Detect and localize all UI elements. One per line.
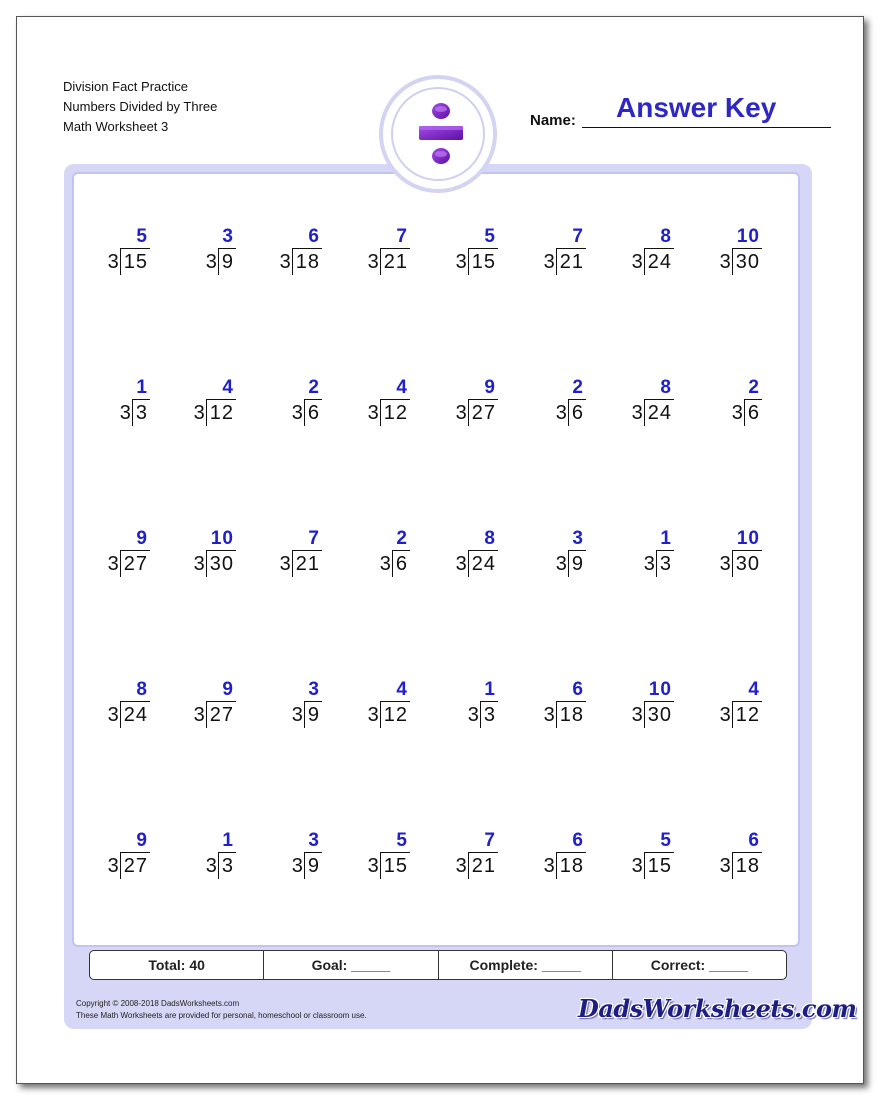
long-division: [206, 852, 236, 879]
division-problem: [692, 226, 762, 286]
long-division: [368, 852, 410, 879]
divisor: 3: [107, 704, 119, 726]
quotient-answer: 7: [484, 830, 496, 851]
long-division: [368, 399, 410, 426]
long-division: [120, 399, 150, 426]
divisor: 3: [119, 402, 131, 424]
long-division: [456, 399, 498, 426]
dividend: 3: [480, 701, 498, 728]
quotient-answer: 9: [136, 528, 148, 549]
dividend: 27: [468, 399, 498, 426]
long-division: [544, 701, 586, 728]
divisor: 3: [193, 402, 205, 424]
division-problem: [80, 226, 150, 286]
logo-badge: [379, 75, 497, 193]
long-division: [108, 701, 150, 728]
divisor: 3: [719, 251, 731, 273]
worksheet-header: [63, 77, 217, 137]
quotient-answer: 3: [308, 830, 320, 851]
quotient-answer: 2: [748, 377, 760, 398]
quotient-answer: 7: [308, 528, 320, 549]
quotient-answer: 9: [222, 679, 234, 700]
long-division: [544, 852, 586, 879]
score-bar: [89, 950, 787, 980]
divisor: 3: [379, 553, 391, 575]
long-division: [720, 248, 762, 275]
long-division: [292, 399, 322, 426]
long-division: [632, 399, 674, 426]
division-problem: [604, 830, 674, 890]
quotient-answer: 5: [136, 226, 148, 247]
dividend: 6: [568, 399, 586, 426]
long-division: [108, 852, 150, 879]
dividend: 3: [656, 550, 674, 577]
dividend: 3: [218, 852, 236, 879]
quotient-answer: 8: [136, 679, 148, 700]
complete-field: Complete: _____: [439, 951, 613, 979]
divisor: 3: [643, 553, 655, 575]
quotient-answer: 5: [484, 226, 496, 247]
copyright-text: Copyright © 2008-2018 DadsWorksheets.com: [76, 999, 240, 1008]
dividend: 12: [732, 701, 762, 728]
division-problem: [80, 528, 150, 588]
quotient-answer: 4: [222, 377, 234, 398]
quotient-answer: 6: [572, 830, 584, 851]
divisor: 3: [731, 402, 743, 424]
division-problem: [340, 830, 410, 890]
division-problem: [340, 226, 410, 286]
divisor: 3: [719, 704, 731, 726]
divisor: 3: [291, 704, 303, 726]
divisor: 3: [205, 251, 217, 273]
division-problem: [604, 528, 674, 588]
long-division: [108, 550, 150, 577]
correct-field: Correct: _____: [650, 957, 749, 973]
division-problem: [166, 679, 236, 739]
long-division: [108, 248, 150, 275]
division-problem: [516, 377, 586, 437]
problem-area: [72, 172, 800, 947]
divisor: 3: [291, 855, 303, 877]
division-problem: [692, 679, 762, 739]
division-problem: [428, 528, 498, 588]
division-problem: [252, 830, 322, 890]
name-label: Name:: [530, 112, 576, 129]
dividend: 15: [380, 852, 410, 879]
division-problem: [80, 377, 150, 437]
division-problem: [428, 830, 498, 890]
dividend: 6: [744, 399, 762, 426]
quotient-answer: 3: [222, 226, 234, 247]
usage-notice: These Math Worksheets are provided for personal, homeschool or classroom use.: [76, 1011, 367, 1020]
divisor: 3: [107, 855, 119, 877]
divisor: 3: [455, 251, 467, 273]
division-problem: [340, 377, 410, 437]
dividend: 24: [644, 248, 674, 275]
divisor: 3: [279, 553, 291, 575]
quotient-answer: 6: [308, 226, 320, 247]
quotient-answer: 6: [748, 830, 760, 851]
dividend: 24: [644, 399, 674, 426]
quotient-answer: 3: [308, 679, 320, 700]
dividend: 9: [218, 248, 236, 275]
divisor: 3: [543, 251, 555, 273]
dividend: 18: [732, 852, 762, 879]
long-division: [280, 248, 322, 275]
dividend: 15: [120, 248, 150, 275]
long-division: [456, 550, 498, 577]
dividend: 18: [556, 852, 586, 879]
dividend: 18: [556, 701, 586, 728]
dividend: 15: [468, 248, 498, 275]
dividend: 18: [292, 248, 322, 275]
dividend: 21: [468, 852, 498, 879]
division-problem: [166, 830, 236, 890]
division-problem: [80, 830, 150, 890]
brand-logo: DadsWorksheets.com: [578, 994, 857, 1023]
total-count: Total: 40: [90, 951, 264, 979]
quotient-answer: 10: [648, 679, 672, 700]
divisor: 3: [193, 704, 205, 726]
divisor: 3: [455, 553, 467, 575]
worksheet-title: Division Fact Practice: [63, 79, 188, 94]
long-division: [280, 550, 322, 577]
divisor: 3: [555, 553, 567, 575]
dividend: 30: [732, 550, 762, 577]
divisor: 3: [455, 402, 467, 424]
division-problem: [516, 226, 586, 286]
division-problem: [604, 377, 674, 437]
divisor: 3: [719, 553, 731, 575]
quotient-answer: 2: [572, 377, 584, 398]
long-division: [468, 701, 498, 728]
division-problem: [516, 528, 586, 588]
divisor: 3: [467, 704, 479, 726]
division-problem: [252, 528, 322, 588]
divisor: 3: [291, 402, 303, 424]
dividend: 24: [468, 550, 498, 577]
quotient-answer: 3: [572, 528, 584, 549]
divisor: 3: [555, 402, 567, 424]
quotient-answer: 1: [484, 679, 496, 700]
divisor: 3: [205, 855, 217, 877]
quotient-answer: 1: [222, 830, 234, 851]
dividend: 9: [304, 701, 322, 728]
worksheet-number: Math Worksheet 3: [63, 119, 169, 134]
division-problem: [340, 679, 410, 739]
division-sign-icon: [415, 101, 467, 169]
long-division: [368, 701, 410, 728]
dividend: 30: [732, 248, 762, 275]
long-division: [194, 701, 236, 728]
divisor: 3: [543, 855, 555, 877]
long-division: [720, 852, 762, 879]
divisor: 3: [279, 251, 291, 273]
dividend: 6: [304, 399, 322, 426]
divisor: 3: [455, 855, 467, 877]
quotient-answer: 1: [136, 377, 148, 398]
divisor: 3: [367, 704, 379, 726]
dividend: 21: [380, 248, 410, 275]
dividend: 12: [380, 701, 410, 728]
long-division: [194, 550, 236, 577]
quotient-answer: 4: [396, 377, 408, 398]
division-problem: [428, 377, 498, 437]
long-division: [720, 550, 762, 577]
division-problem: [604, 226, 674, 286]
answer-key-title: Answer Key: [616, 92, 777, 123]
divisor: 3: [367, 402, 379, 424]
long-division: [456, 248, 498, 275]
division-problem: [516, 679, 586, 739]
problem-frame: [64, 164, 812, 1029]
dividend: 6: [392, 550, 410, 577]
divisor: 3: [631, 251, 643, 273]
dividend: 9: [568, 550, 586, 577]
division-problem: [692, 528, 762, 588]
long-division: [644, 550, 674, 577]
division-problem: [252, 679, 322, 739]
long-division: [456, 852, 498, 879]
quotient-answer: 7: [396, 226, 408, 247]
quotient-answer: 5: [660, 830, 672, 851]
divisor: 3: [719, 855, 731, 877]
long-division: [632, 852, 674, 879]
quotient-answer: 10: [736, 226, 760, 247]
quotient-answer: 2: [396, 528, 408, 549]
dividend: 30: [206, 550, 236, 577]
long-division: [732, 399, 762, 426]
footer-copyright: [76, 998, 367, 1022]
quotient-answer: 8: [484, 528, 496, 549]
quotient-answer: 10: [210, 528, 234, 549]
long-division: [368, 248, 410, 275]
long-division: [632, 701, 674, 728]
division-problem: [252, 226, 322, 286]
worksheet-subtitle: Numbers Divided by Three: [63, 99, 218, 114]
long-division: [380, 550, 410, 577]
divisor: 3: [193, 553, 205, 575]
long-division: [544, 248, 586, 275]
division-problem: [692, 377, 762, 437]
divisor: 3: [631, 855, 643, 877]
dividend: 24: [120, 701, 150, 728]
quotient-answer: 4: [396, 679, 408, 700]
dividend: 27: [120, 852, 150, 879]
division-problem: [692, 830, 762, 890]
quotient-answer: 5: [396, 830, 408, 851]
quotient-answer: 10: [736, 528, 760, 549]
long-division: [206, 248, 236, 275]
quotient-answer: 1: [660, 528, 672, 549]
long-division: [556, 550, 586, 577]
long-division: [720, 701, 762, 728]
division-problem: [166, 377, 236, 437]
quotient-answer: 6: [572, 679, 584, 700]
division-problem: [80, 679, 150, 739]
quotient-answer: 8: [660, 377, 672, 398]
quotient-answer: 9: [484, 377, 496, 398]
division-problem: [516, 830, 586, 890]
quotient-answer: 2: [308, 377, 320, 398]
divisor: 3: [107, 251, 119, 273]
long-division: [632, 248, 674, 275]
division-problem: [604, 679, 674, 739]
dividend: 12: [380, 399, 410, 426]
divisor: 3: [367, 855, 379, 877]
logo-inner-ring: [391, 87, 485, 181]
long-division: [292, 701, 322, 728]
dividend: 21: [556, 248, 586, 275]
dividend: 21: [292, 550, 322, 577]
quotient-answer: 7: [572, 226, 584, 247]
division-problem: [166, 528, 236, 588]
divisor: 3: [631, 704, 643, 726]
dividend: 27: [120, 550, 150, 577]
division-problem: [428, 679, 498, 739]
goal-field: Goal: _____: [264, 951, 438, 979]
long-division: [194, 399, 236, 426]
divisor: 3: [543, 704, 555, 726]
quotient-answer: 9: [136, 830, 148, 851]
quotient-answer: 4: [748, 679, 760, 700]
dividend: 30: [644, 701, 674, 728]
name-underline: [582, 127, 831, 128]
dividend: 3: [132, 399, 150, 426]
long-division: [292, 852, 322, 879]
long-division: [556, 399, 586, 426]
divisor: 3: [107, 553, 119, 575]
dividend: 27: [206, 701, 236, 728]
divisor: 3: [631, 402, 643, 424]
quotient-answer: 8: [660, 226, 672, 247]
divisor: 3: [367, 251, 379, 273]
dividend: 9: [304, 852, 322, 879]
dividend: 15: [644, 852, 674, 879]
name-field: [530, 92, 832, 129]
division-problem: [340, 528, 410, 588]
division-problem: [166, 226, 236, 286]
division-problem: [428, 226, 498, 286]
dividend: 12: [206, 399, 236, 426]
division-problem: [252, 377, 322, 437]
